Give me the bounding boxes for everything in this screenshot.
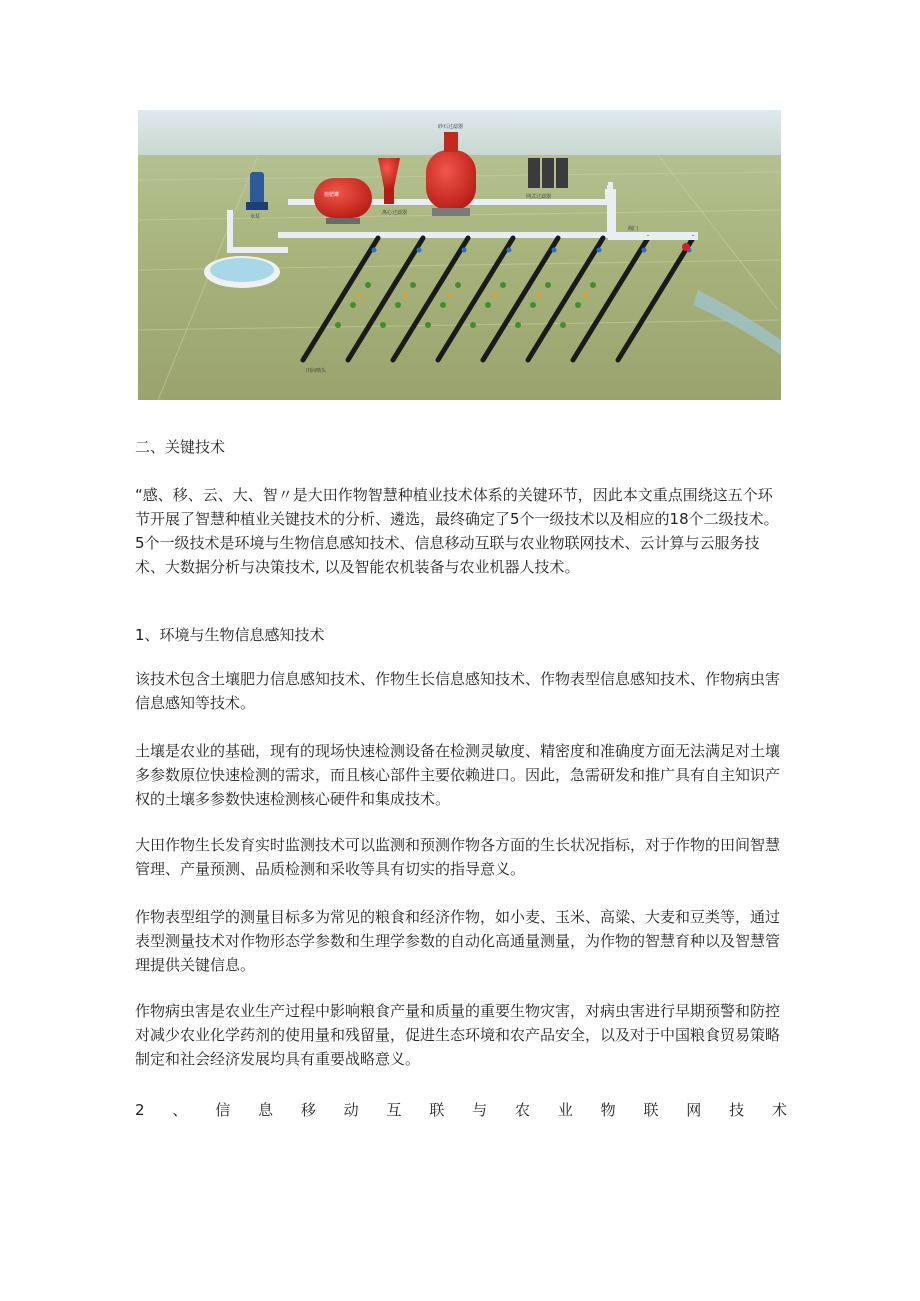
section-heading: 二、关键技术: [135, 438, 226, 456]
subheading-2-char: 息: [258, 1101, 274, 1119]
sand-filter-label: 砂石过滤器: [438, 124, 464, 130]
subheading-2-char: 信: [215, 1101, 231, 1119]
field-label: 田间喷头: [306, 368, 327, 374]
fertilizer-tank-label: 施肥罐: [324, 192, 340, 198]
centrifugal-filter-label: 离心过滤器: [382, 210, 408, 216]
irrigation-system-figure: [138, 110, 781, 400]
subheading-2-char: 2: [135, 1101, 145, 1119]
subheading-2: [135, 1098, 787, 1122]
subheading-2-char: 、: [172, 1101, 188, 1119]
subheading-1: 1、环境与生物信息感知技术: [135, 626, 325, 644]
paragraph-5: 作物病虫害是农业生产过程中影响粮食产量和质量的重要生物灾害，对病虫害进行早期预警和防控对减少农业化学药剂的使用量和残留量，促进生态环境和农产品安全，以及对于中国粮食贸易策略制定和社会经济发展均具有重要战略意义。: [135, 1002, 781, 1068]
subheading-2-char: 与: [472, 1101, 488, 1119]
subheading-2-char: 术: [771, 1101, 787, 1119]
pump-label: 水泵: [250, 214, 261, 220]
subheading-2-char: 联: [643, 1101, 659, 1119]
subheading-2-char: 联: [429, 1101, 445, 1119]
subheading-2-char: 农: [514, 1101, 530, 1119]
paragraph-2: 土壤是农业的基础，现有的现场快速检测设备在检测灵敏度、精密度和准确度方面无法满足对土壤多参数原位快速检测的需求，而且核心部件主要依赖进口。因此，急需研发和推广具有自主知识产权的土壤多参数快速检测核心硬件和集成技术。: [135, 742, 781, 808]
paragraph-1: 该技术包含土壤肥力信息感知技术、作物生长信息感知技术、作物表型信息感知技术、作物病虫害信息感知等技术。: [135, 670, 781, 712]
subheading-2-char: 动: [343, 1101, 359, 1119]
subheading-2-char: 移: [300, 1101, 316, 1119]
net-filter-label: 网式过滤器: [526, 194, 552, 200]
subheading-2-char: 业: [557, 1101, 573, 1119]
paragraph-4: 作物表型组学的测量目标多为常见的粮食和经济作物，如小麦、玉米、高粱、大麦和豆类等，通过表型测量技术对作物形态学参数和生理学参数的自动化高通量测量，为作物的智慧育种以及智慧管理提供关键信息。: [135, 908, 781, 974]
subheading-2-char: 网: [686, 1101, 702, 1119]
subheading-2-char: 技: [729, 1101, 745, 1119]
subheading-2-char: 物: [600, 1101, 616, 1119]
intro-paragraph: “感、移、云、大、智〃是大田作物智慧种植业技术体系的关键环节，因此本文重点围绕这五个环节开展了智慧种植业关键技术的分析、遴选，最终确定了5个一级技术以及相应的18个二级技术。5个一级技术是环境与生物信息感知技术、信息移动互联与农业物联网技术、云计算与云服务技术、大数据分析与决策技术, 以及智能农机装备与农业机器人技术。: [135, 486, 779, 576]
paragraph-3: 大田作物生长发育实时监测技术可以监测和预测作物各方面的生长状况指标，对于作物的田间智慧管理、产量预测、品质检测和采收等具有切实的指导意义。: [135, 836, 781, 878]
subheading-2-char: 互: [386, 1101, 402, 1119]
valve-label: 阀门: [628, 226, 639, 232]
